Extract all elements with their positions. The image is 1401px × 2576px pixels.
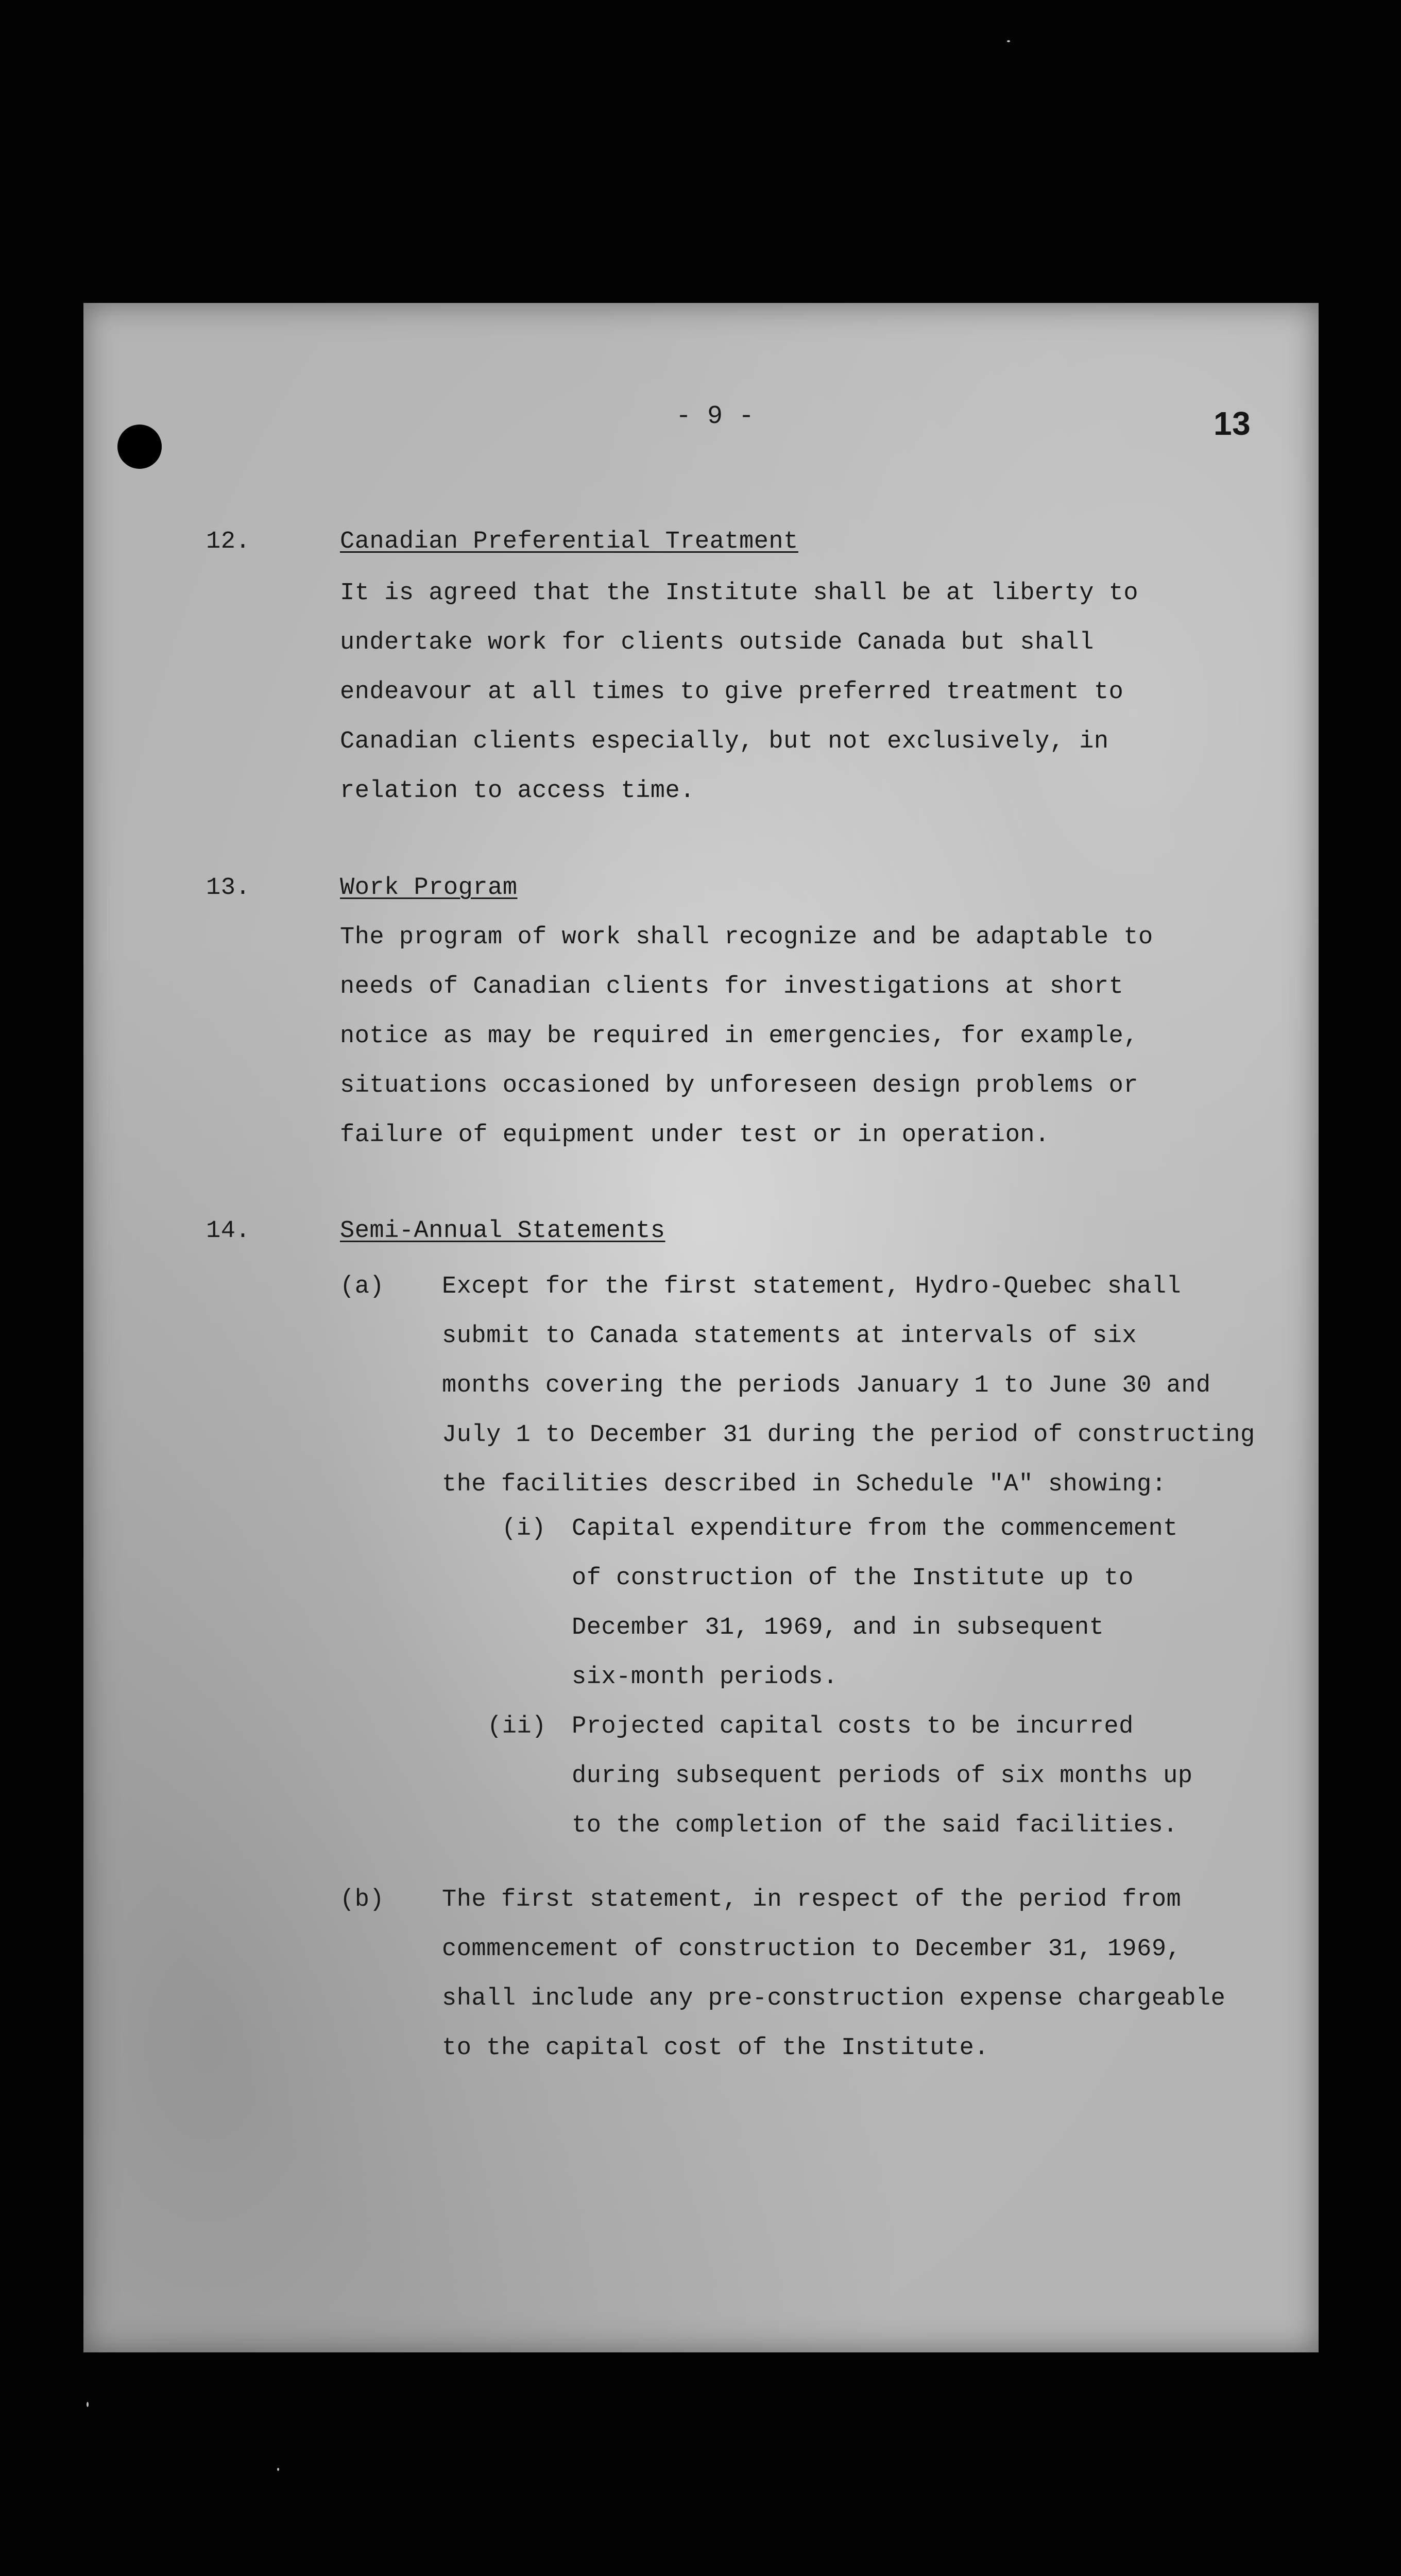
item-ii-label: (ii) <box>487 1713 546 1740</box>
subsection-b-line: shall include any pre-construction expense chargeable <box>442 1985 1226 2012</box>
section-12-line: relation to access time. <box>340 777 695 805</box>
section-13-line: The program of work shall recognize and be adaptable to <box>340 924 1153 951</box>
subsection-b-line: commencement of construction to December 31, 1969, <box>442 1936 1182 1963</box>
item-i-line: Capital expenditure from the commencement <box>572 1515 1178 1543</box>
subsection-a-line: Except for the first statement, Hydro-Quebec shall <box>442 1273 1182 1300</box>
scan-speck <box>277 2468 279 2471</box>
section-12-heading: Canadian Preferential Treatment <box>340 528 798 555</box>
subsection-b-line: to the capital cost of the Institute. <box>442 2035 989 2062</box>
subsection-a-line: submit to Canada statements at intervals of six <box>442 1323 1137 1350</box>
subsection-a-line: July 1 to December 31 during the period of constructing <box>442 1421 1255 1449</box>
item-ii-line: Projected capital costs to be incurred <box>572 1713 1134 1740</box>
section-12-line: endeavour at all times to give preferred treatment to <box>340 679 1124 706</box>
section-14-number: 14. <box>206 1217 251 1245</box>
section-13-line: needs of Canadian clients for investigations at short <box>340 973 1124 1001</box>
stamp-number: 13 <box>1214 405 1251 442</box>
item-i-line: six-month periods. <box>572 1664 838 1691</box>
item-i-line: December 31, 1969, and in subsequent <box>572 1614 1104 1641</box>
section-13-heading: Work Program <box>340 874 518 902</box>
subsection-a-label: (a) <box>340 1273 385 1300</box>
section-12-line: It is agreed that the Institute shall be at liberty to <box>340 580 1139 607</box>
punch-hole-mark <box>117 425 162 469</box>
section-12-line: Canadian clients especially, but not exclusively, in <box>340 728 1109 755</box>
subsection-a-line: the facilities described in Schedule "A" showing: <box>442 1471 1167 1498</box>
section-12-number: 12. <box>206 528 251 555</box>
subsection-a-line: months covering the periods January 1 to June 30 and <box>442 1372 1211 1399</box>
item-i-line: of construction of the Institute up to <box>572 1565 1134 1592</box>
section-13-line: failure of equipment under test or in operation. <box>340 1122 1050 1149</box>
section-13-line: situations occasioned by unforeseen design problems or <box>340 1072 1139 1099</box>
page-number: - 9 - <box>676 402 755 431</box>
subsection-b-label: (b) <box>340 1886 385 1913</box>
subsection-b-line: The first statement, in respect of the period from <box>442 1886 1182 1913</box>
scan-speck <box>1007 40 1010 42</box>
section-14-heading: Semi-Annual Statements <box>340 1217 665 1245</box>
scan-speck <box>87 2402 89 2407</box>
section-13-line: notice as may be required in emergencies, for example, <box>340 1023 1139 1050</box>
item-ii-line: during subsequent periods of six months up <box>572 1762 1193 1790</box>
item-i-label: (i) <box>502 1515 546 1543</box>
section-13-number: 13. <box>206 874 251 902</box>
item-ii-line: to the completion of the said facilities. <box>572 1812 1178 1839</box>
section-12-line: undertake work for clients outside Canada but shall <box>340 629 1094 656</box>
